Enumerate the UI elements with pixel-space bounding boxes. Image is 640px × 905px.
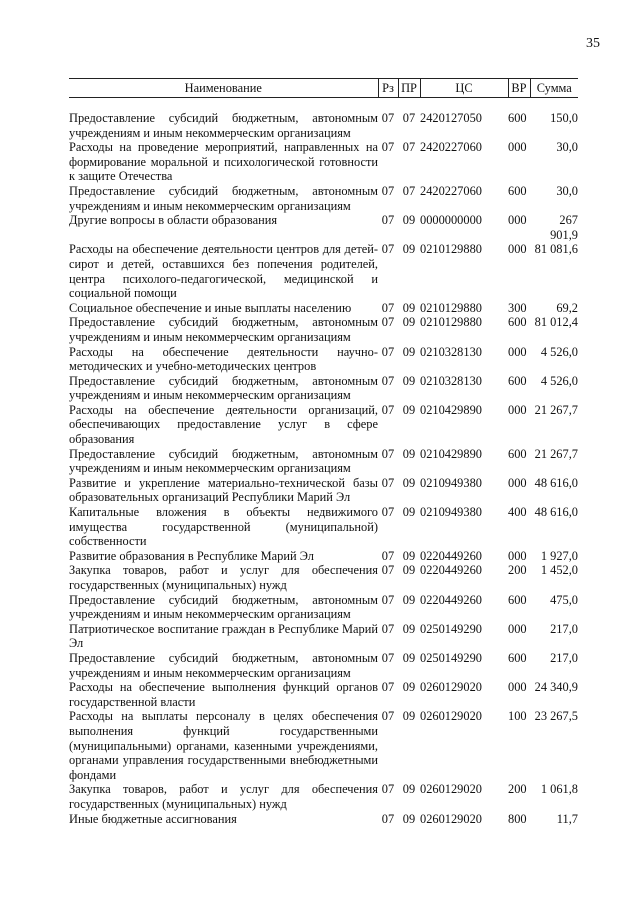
cell-vr: 100 — [508, 709, 527, 724]
cell-pr: 09 — [402, 213, 416, 228]
cell-rz: 07 — [381, 140, 395, 155]
cell-sum: 1 927,0 — [540, 548, 578, 563]
cell-vr: 000 — [508, 475, 527, 490]
cell-cs: 0210429890 — [420, 402, 482, 417]
cell-rz: 07 — [381, 373, 395, 388]
table-row — [69, 622, 578, 651]
table-row — [69, 563, 578, 592]
table-row — [69, 374, 578, 403]
cell-pr: 07 — [402, 183, 416, 198]
table-row — [69, 505, 578, 549]
cell-sum: 48 616,0 — [534, 475, 578, 490]
table-row — [69, 213, 578, 242]
cell-rz: 07 — [381, 402, 395, 417]
cell-rz: 07 — [381, 300, 395, 315]
table-row — [69, 549, 578, 564]
cell-name: Развитие образования в Республике Марий Эл — [69, 548, 314, 563]
budget-table — [69, 78, 578, 826]
cell-cs: 0260129020 — [420, 680, 482, 695]
cell-vr: 600 — [508, 446, 527, 461]
table-row — [69, 680, 578, 709]
cell-name: Предоставление субсидий бюджетным, автономным учреждениям и иным некоммерческим организациям — [69, 650, 378, 680]
cell-rz: 07 — [381, 344, 395, 359]
cell-vr: 200 — [508, 563, 527, 578]
cell-cs: 0260129020 — [420, 811, 482, 826]
cell-pr: 09 — [402, 548, 416, 563]
cell-cs: 0000000000 — [420, 213, 482, 228]
cell-name: Расходы на обеспечение выполнения функций органов государственной власти — [69, 680, 378, 709]
cell-cs: 2420227060 — [420, 140, 482, 155]
header-vr: ВР — [508, 79, 530, 98]
cell-sum: 81 081,6 — [534, 242, 578, 257]
cell-cs: 0260129020 — [420, 782, 482, 797]
cell-vr: 600 — [508, 111, 527, 125]
cell-vr: 000 — [508, 402, 527, 417]
cell-vr: 000 — [508, 548, 527, 563]
cell-rz: 07 — [381, 680, 395, 695]
cell-pr: 09 — [402, 300, 416, 315]
table-body — [69, 98, 578, 827]
cell-cs: 0210949380 — [420, 475, 482, 490]
cell-pr: 09 — [402, 811, 416, 826]
cell-name: Предоставление субсидий бюджетным, автономным учреждениям и иным некоммерческим организациям — [69, 111, 378, 140]
cell-vr: 000 — [508, 344, 527, 359]
cell-vr: 600 — [508, 592, 527, 607]
cell-vr: 600 — [508, 650, 527, 665]
table-row — [69, 476, 578, 505]
cell-name: Предоставление субсидий бюджетным, автономным учреждениям и иным некоммерческим организациям — [69, 183, 378, 213]
cell-sum: 21 267,7 — [534, 446, 578, 461]
cell-rz: 07 — [381, 811, 395, 826]
table-row — [69, 315, 578, 344]
cell-sum: 217,0 — [550, 621, 578, 636]
cell-cs: 2420227060 — [420, 183, 482, 198]
table-row — [69, 812, 578, 827]
cell-vr: 000 — [508, 140, 527, 155]
header-name: Наименование — [69, 79, 378, 98]
table-row — [69, 242, 578, 300]
cell-pr: 09 — [402, 592, 416, 607]
cell-pr: 09 — [402, 446, 416, 461]
cell-name: Развитие и укрепление материально-технической базы образовательных организаций Республики Марий Эл — [69, 475, 378, 505]
cell-name: Предоставление субсидий бюджетным, автономным учреждениям и иным некоммерческим организациям — [69, 446, 378, 476]
cell-vr: 000 — [508, 242, 527, 257]
cell-vr: 800 — [508, 811, 527, 826]
cell-pr: 09 — [402, 242, 416, 257]
cell-name: Социальное обеспечение и иные выплаты населению — [69, 300, 352, 315]
cell-pr: 09 — [402, 475, 416, 490]
table-header-row — [69, 79, 578, 98]
table-row — [69, 593, 578, 622]
cell-sum: 11,7 — [556, 811, 578, 826]
cell-rz: 07 — [381, 315, 395, 330]
cell-sum: 267 901,9 — [550, 213, 578, 242]
cell-sum: 23 267,5 — [534, 709, 578, 724]
table-row — [69, 403, 578, 447]
cell-cs: 0210129880 — [420, 300, 482, 315]
cell-vr: 000 — [508, 213, 527, 228]
cell-pr: 09 — [402, 650, 416, 665]
cell-rz: 07 — [381, 650, 395, 665]
cell-rz: 07 — [381, 782, 395, 797]
cell-rz: 07 — [381, 475, 395, 490]
cell-name: Предоставление субсидий бюджетным, автономным учреждениям и иным некоммерческим организациям — [69, 315, 378, 344]
table-row — [69, 345, 578, 374]
cell-cs: 0260129020 — [420, 709, 482, 724]
cell-name: Закупка товаров, работ и услуг для обеспечения государственных (муниципальных) нужд — [69, 782, 378, 811]
cell-sum: 4 526,0 — [540, 373, 578, 388]
cell-cs: 0250149290 — [420, 650, 482, 665]
cell-sum: 475,0 — [550, 592, 578, 607]
cell-name: Предоставление субсидий бюджетным, автономным учреждениям и иным некоммерческим организациям — [69, 592, 378, 622]
cell-rz: 07 — [381, 709, 395, 724]
cell-sum: 217,0 — [550, 650, 578, 665]
cell-cs: 0210129880 — [420, 315, 482, 330]
cell-rz: 07 — [381, 213, 395, 228]
cell-sum: 30,0 — [556, 140, 578, 155]
cell-name: Иные бюджетные ассигнования — [69, 811, 237, 826]
cell-rz: 07 — [381, 242, 395, 257]
cell-sum: 21 267,7 — [534, 402, 578, 417]
cell-pr: 09 — [402, 709, 416, 724]
cell-name: Расходы на обеспечение деятельности научно-методических и учебно-методических центров — [69, 344, 378, 374]
cell-pr: 09 — [402, 315, 416, 330]
cell-cs: 0250149290 — [420, 621, 482, 636]
cell-pr: 09 — [402, 680, 416, 695]
header-sum: Сумма — [530, 79, 578, 98]
cell-rz: 07 — [381, 563, 395, 578]
cell-cs: 0210328130 — [420, 344, 482, 359]
table-row — [69, 140, 578, 184]
cell-vr: 000 — [508, 680, 527, 695]
cell-sum: 24 340,9 — [534, 680, 578, 695]
cell-rz: 07 — [381, 548, 395, 563]
cell-pr: 07 — [402, 111, 416, 125]
cell-name: Закупка товаров, работ и услуг для обеспечения государственных (муниципальных) нужд — [69, 563, 378, 592]
cell-cs: 0220449260 — [420, 592, 482, 607]
cell-cs: 0210949380 — [420, 505, 482, 520]
cell-cs: 2420127050 — [420, 111, 482, 125]
cell-sum: 30,0 — [556, 183, 578, 198]
cell-cs: 0210429890 — [420, 446, 482, 461]
cell-name: Расходы на проведение мероприятий, направленных на формирование моральной и психологической готовности к защите Отечества — [69, 140, 378, 184]
header-pr: ПР — [398, 79, 420, 98]
table-row — [69, 782, 578, 811]
cell-sum: 48 616,0 — [534, 505, 578, 520]
cell-pr: 09 — [402, 782, 416, 797]
cell-rz: 07 — [381, 505, 395, 520]
table-row — [69, 447, 578, 476]
cell-name: Расходы на обеспечение деятельности организаций, обеспечивающих предоставление услуг в сфере образования — [69, 402, 378, 447]
table-row — [69, 709, 578, 782]
cell-vr: 600 — [508, 315, 527, 330]
table-row — [69, 301, 578, 316]
cell-rz: 07 — [381, 183, 395, 198]
cell-vr: 200 — [508, 782, 527, 797]
cell-sum: 69,2 — [556, 300, 578, 315]
cell-rz: 07 — [381, 446, 395, 461]
cell-sum: 4 526,0 — [540, 344, 578, 359]
cell-vr: 300 — [508, 300, 527, 315]
table-row — [69, 651, 578, 680]
page-number: 35 — [586, 36, 600, 51]
cell-name: Другие вопросы в области образования — [69, 213, 278, 228]
cell-sum: 1 452,0 — [540, 563, 578, 578]
cell-name: Предоставление субсидий бюджетным, автономным учреждениям и иным некоммерческим организациям — [69, 373, 378, 403]
cell-vr: 000 — [508, 621, 527, 636]
cell-name: Капитальные вложения в объекты недвижимого имущества государственной (муниципальной) собственности — [69, 505, 378, 549]
cell-sum: 1 061,8 — [540, 782, 578, 797]
cell-vr: 400 — [508, 505, 527, 520]
cell-pr: 09 — [402, 373, 416, 388]
cell-rz: 07 — [381, 111, 395, 125]
cell-vr: 600 — [508, 373, 527, 388]
table-row — [69, 98, 578, 141]
cell-cs: 0210328130 — [420, 373, 482, 388]
cell-rz: 07 — [381, 621, 395, 636]
cell-sum: 150,0 — [550, 111, 578, 125]
cell-name: Расходы на выплаты персоналу в целях обеспечения выполнения функций государственными (муниципальными) органами, казенными учреждениями, органами управления государственными внебюджетными фондами — [69, 709, 378, 782]
cell-vr: 600 — [508, 183, 527, 198]
cell-name: Патриотическое воспитание граждан в Республике Марий Эл — [69, 621, 378, 651]
cell-pr: 07 — [402, 140, 416, 155]
cell-pr: 09 — [402, 505, 416, 520]
header-rz: Рз — [378, 79, 398, 98]
cell-sum: 81 012,4 — [534, 315, 578, 330]
cell-pr: 09 — [402, 402, 416, 417]
cell-rz: 07 — [381, 592, 395, 607]
cell-cs: 0210129880 — [420, 242, 482, 257]
cell-pr: 09 — [402, 344, 416, 359]
cell-cs: 0220449260 — [420, 548, 482, 563]
table-row — [69, 184, 578, 213]
cell-pr: 09 — [402, 563, 416, 578]
header-cs: ЦС — [420, 79, 508, 98]
cell-pr: 09 — [402, 621, 416, 636]
cell-cs: 0220449260 — [420, 563, 482, 578]
cell-name: Расходы на обеспечение деятельности центров для детей-сирот и детей, оставшихся без попечения родителей, центра психолого-педагогической, медицинской и социальной помощи — [69, 242, 378, 301]
